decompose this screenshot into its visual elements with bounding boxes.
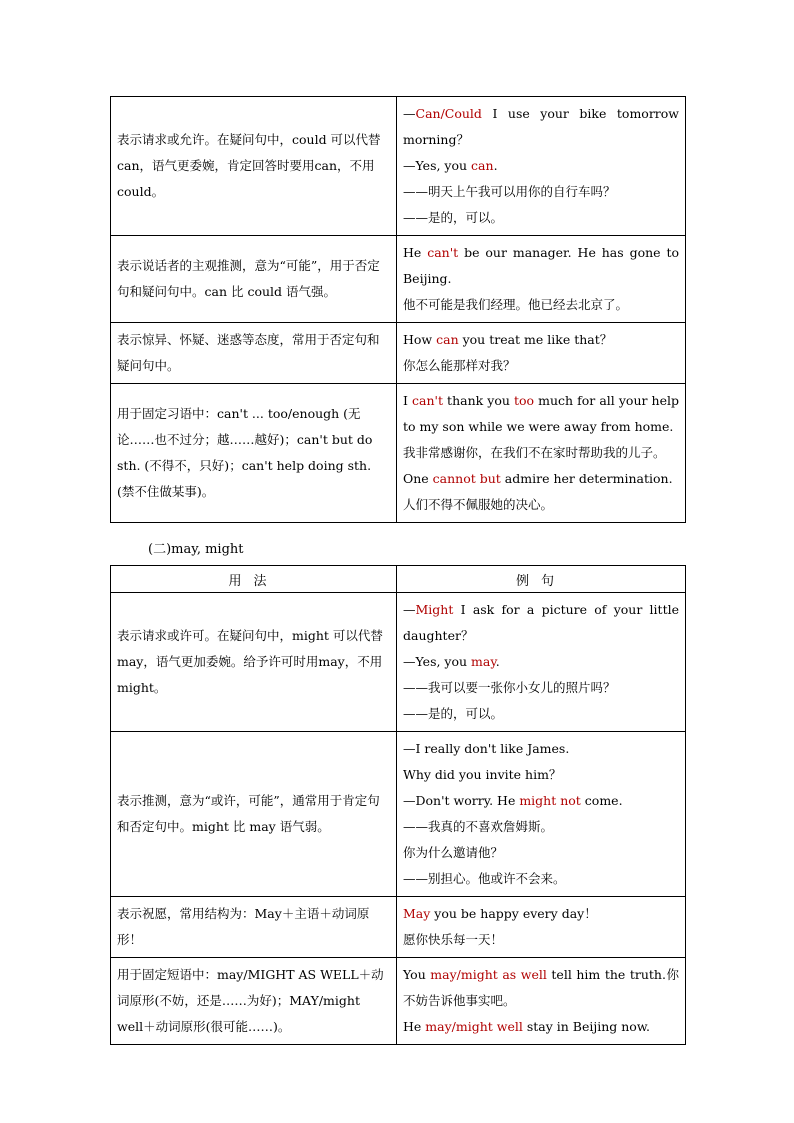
example-text: I [403,393,413,408]
example-line [403,649,679,675]
example-cell [397,97,686,236]
example-text: —Yes, you [403,158,472,173]
highlighted-keyword: may [471,654,496,669]
example-text: —Don't worry. He [403,793,520,808]
example-line [403,866,679,892]
usage-cell: 表示惊异、怀疑、迷惑等态度，常用于否定句和疑问句中。 [111,323,397,384]
example-line [403,440,679,466]
example-text: 愿你快乐每一天！ [403,932,504,947]
table-row [111,236,686,323]
highlighted-keyword: can't [427,245,459,260]
header-usage: 用法 [111,566,397,593]
example-text: 人们不得不佩服她的决心。 [403,497,554,512]
example-text: 你为什么邀请他？ [403,845,504,860]
example-line [403,388,679,440]
highlighted-keyword: too [513,393,535,408]
example-cell [397,323,686,384]
example-text: You [403,967,431,982]
example-text: — [403,106,416,121]
highlighted-keyword: might not [519,793,581,808]
highlighted-keyword: Can/Could [415,106,482,121]
highlighted-keyword: may/might well [425,1019,523,1034]
example-text: admire her determination. [500,471,673,486]
example-text: you be happy every day！ [430,906,597,921]
example-line [403,597,679,649]
example-text: ——明天上午我可以用你的自行车吗？ [403,184,616,199]
example-line [403,492,679,518]
example-line [403,292,679,318]
example-line [403,179,679,205]
example-cell [397,732,686,897]
example-text: tell him the truth.你不妨告诉他事实吧。 [403,967,679,1008]
example-line [403,466,679,492]
example-cell [397,897,686,958]
example-line [403,153,679,179]
highlighted-keyword: Might [415,602,454,617]
example-text: ——是的，可以。 [403,210,504,225]
example-line [403,353,679,379]
table-row [111,384,686,523]
can-could-table [110,96,686,523]
example-text: ——我可以要一张你小女儿的照片吗？ [403,680,616,695]
table-row [111,97,686,236]
example-text: —I really don't like James. [403,741,570,756]
example-line [403,1014,679,1040]
example-line [403,927,679,953]
example-line [403,101,679,153]
section-heading: (二)may, might [148,542,244,557]
usage-cell: 表示祝愿，常用结构为：May＋主语＋动词原形！ [111,897,397,958]
example-text: He [403,245,428,260]
highlighted-keyword: may/might as well [430,967,547,982]
header-example: 例句 [397,566,686,593]
example-text: I ask for a picture of your little daughter？ [403,602,679,643]
example-line [403,962,679,1014]
example-cell [397,593,686,732]
example-line [403,675,679,701]
example-text: —Yes, you [403,654,472,669]
example-text: How [403,332,437,347]
example-text: much for all your help to my son while we were away from home. [403,393,679,434]
example-cell [397,236,686,323]
table-row [111,593,686,732]
example-text: One [403,471,433,486]
table-header-row [111,566,686,593]
example-text: stay in Beijing now. [522,1019,651,1034]
highlighted-keyword: cannot but [432,471,501,486]
example-text: I use your bike tomorrow morning？ [403,106,679,147]
usage-cell: 表示推测，意为“或许，可能”，通常用于肯定句和否定句中。might 比 may 语气弱。 [111,732,397,897]
usage-cell: 用于固定习语中：can't ... too/enough (无论……也不过分；越……越好)；can't but do sth. (不得不，只好)；can't help doing sth. (禁不住做某事)。 [111,384,397,523]
table-row [111,732,686,897]
example-text: . [493,158,498,173]
table-row [111,897,686,958]
usage-cell: 表示说话者的主观推测，意为“可能”，用于否定句和疑问句中。can 比 could 语气强。 [111,236,397,323]
example-line [403,701,679,727]
example-text: 我非常感谢你，在我们不在家时帮助我的儿子。 [403,445,666,460]
example-text: ——别担心。他或许不会来。 [403,871,566,886]
highlighted-keyword: May [403,906,431,921]
example-text: you treat me like that？ [458,332,613,347]
example-text: — [403,602,416,617]
example-line [403,327,679,353]
example-line [403,240,679,292]
example-text: thank you [442,393,514,408]
example-line [403,762,679,788]
example-text: He [403,1019,426,1034]
example-line [403,736,679,762]
highlighted-keyword: can [436,332,459,347]
example-text: be our manager. He has gone to Beijing. [403,245,679,286]
highlighted-keyword: can't [412,393,443,408]
example-cell [397,958,686,1045]
example-text: ——是的，可以。 [403,706,504,721]
table-row [111,958,686,1045]
example-line [403,840,679,866]
usage-cell: 表示请求或许可。在疑问句中，might 可以代替may，语气更加委婉。给予许可时用may，不用might。 [111,593,397,732]
example-line [403,814,679,840]
example-line [403,901,679,927]
table-row [111,323,686,384]
example-text: 他不可能是我们经理。他已经去北京了。 [403,297,629,312]
example-line [403,788,679,814]
example-text: . [495,654,500,669]
example-text: 你怎么能那样对我？ [403,358,516,373]
example-text: Why did you invite him？ [403,767,562,782]
usage-cell: 表示请求或允许。在疑问句中，could 可以代替can，语气更委婉，肯定回答时要用can，不用could。 [111,97,397,236]
example-line [403,205,679,231]
highlighted-keyword: can [471,158,494,173]
may-might-table [110,565,686,1045]
example-cell [397,384,686,523]
example-text: come. [580,793,623,808]
example-text: ——我真的不喜欢詹姆斯。 [403,819,554,834]
usage-cell: 用于固定短语中：may/MIGHT AS WELL＋动词原形(不妨，还是……为好)；MAY/might well＋动词原形(很可能……)。 [111,958,397,1045]
